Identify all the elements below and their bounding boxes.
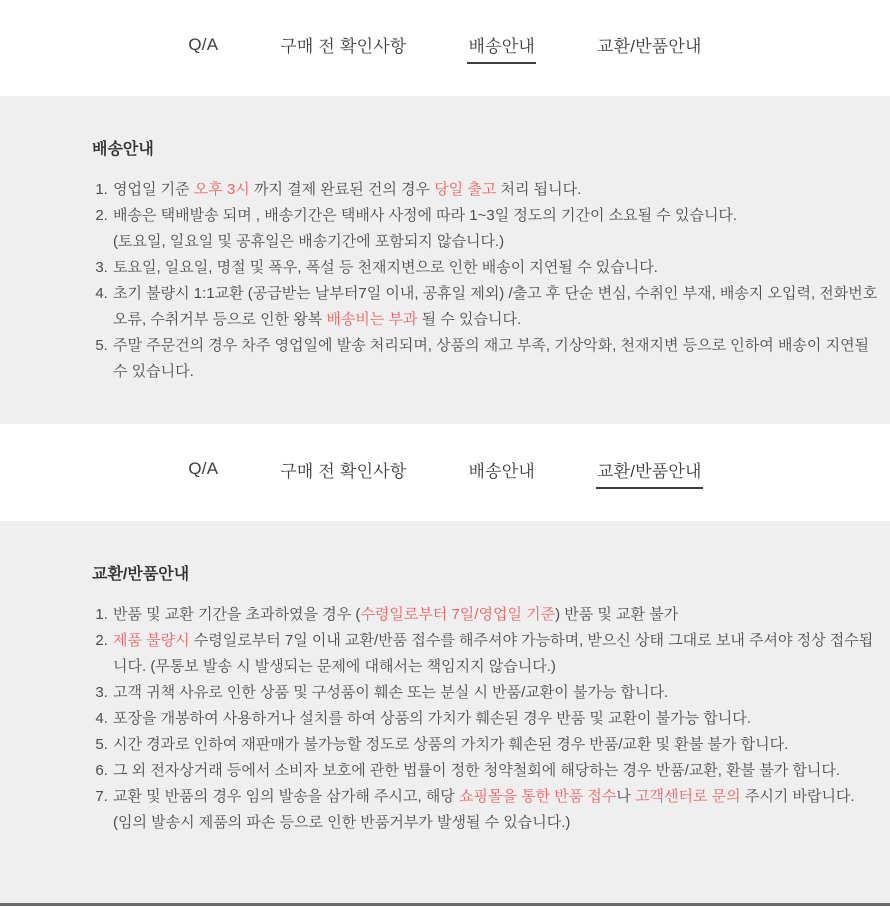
tab-pre-purchase-check[interactable]: 구매 전 확인사항 [280,461,407,481]
highlighted-text: 쇼핑몰을 통한 반품 접수 [458,788,617,805]
list-item [112,732,878,758]
highlighted-text: 배송비는 부과 [326,311,418,328]
bottom-divider [0,903,890,906]
tab-shipping-info-active[interactable]: 배송안내 [467,32,536,64]
list-item [112,758,878,784]
exchange-return-list [92,602,878,836]
tab-qa[interactable]: Q/A [188,34,219,54]
info-tabbar-shipping [0,0,890,96]
text-segment: 반품 및 교환 기간을 초과하였을 경우 ( [113,606,361,623]
highlighted-text: 오후 3시 [193,181,250,198]
text-segment: 주말 주문건의 경우 차주 영업일에 발송 처리되며, 상품의 재고 부족, 기상악화, 천재지변 등으로 인하여 배송이 지연될 수 있습니다. [113,337,870,380]
highlighted-text: 당일 출고 [434,181,497,198]
text-segment: 처리 됩니다. [496,181,582,198]
list-item [112,602,878,628]
text-segment: 그 외 전자상거래 등에서 소비자 보호에 관한 법률이 정한 청약철회에 해당하는 경우 반품/교환, 환불 불가 합니다. [113,762,841,779]
text-segment: 초기 불량시 1:1교환 (공급받는 날부터7일 이내, 공휴일 제외) /출고 후 단순 변심, 수취인 부재, 배송지 오입력, 전화번호 오류, 수취거부 등으로 인한 왕복 [113,285,878,328]
tab-pre-purchase-check[interactable]: 구매 전 확인사항 [280,37,407,56]
text-segment: 포장을 개봉하여 사용하거나 설치를 하여 상품의 가치가 훼손된 경우 반품 및 교환이 불가능 합니다. [113,710,751,727]
info-tabbar-exchange-return [0,424,890,521]
highlighted-text: 고객센터로 문의 [635,788,741,805]
list-item [112,680,878,706]
shipping-section-heading: 배송안내 [92,141,154,158]
text-segment: 고객 귀책 사유로 인한 상품 및 구성품이 훼손 또는 분실 시 반품/교환이 불가능 합니다. [113,684,669,701]
text-segment: 될 수 있습니다. [417,311,522,328]
text-segment: 토요일, 일요일, 명절 및 폭우, 폭설 등 천재지변으로 인한 배송이 지연될 수 있습니다. [113,259,658,276]
highlighted-text: 수령일로부터 7일/영업일 기준 [360,606,556,623]
list-item [112,628,878,680]
list-item [112,333,878,385]
text-segment: 배송은 택배발송 되며 , 배송기간은 택배사 사정에 따라 1~3일 정도의 기간이 소요될 수 있습니다. [113,207,738,224]
text-segment: 수령일로부터 7일 이내 교환/반품 접수를 해주셔야 가능하며, 받으신 상태 그대로 보내 주셔야 정상 접수됩니다. (무통보 발송 시 발생되는 문제에 대해서는 책임지지 않습니다.) [113,632,874,675]
highlighted-text: 제품 불량시 [113,632,190,649]
shipping-info-list [92,177,878,385]
text-segment: 영업일 기준 [113,181,194,198]
tab-exchange-return-info[interactable]: 교환/반품안내 [596,37,702,56]
shipping-info-section [0,96,890,424]
text-segment: 주시기 바랍니다. (임의 발송시 제품의 파손 등으로 인한 반품거부가 발생될 수 있습니다.) [113,788,855,831]
text-segment: ) 반품 및 교환 불가 [555,606,679,623]
text-segment: (토요일, 일요일 및 공휴일은 배송기간에 포함되지 않습니다.) [113,233,505,250]
tab-qa[interactable]: Q/A [188,459,219,478]
tab-exchange-return-info-active[interactable]: 교환/반품안내 [596,457,703,489]
list-item [112,255,878,281]
text-segment: 시간 경과로 인하여 재판매가 불가능할 정도로 상품의 가치가 훼손된 경우 반품/교환 및 환불 불가 합니다. [113,736,789,753]
list-item [112,203,878,255]
text-segment: 까지 결제 완료된 건의 경우 [249,181,435,198]
tab-shipping-info[interactable]: 배송안내 [468,461,535,481]
text-segment: 나 [616,788,636,805]
exchange-return-section [0,521,890,903]
text-segment: 교환 및 반품의 경우 임의 발송을 삼가해 주시고, 해당 [113,788,459,805]
exchange-return-section-heading: 교환/반품안내 [92,566,190,583]
list-item [112,281,878,333]
list-item [112,177,878,203]
list-item [112,706,878,732]
list-item [112,784,878,836]
